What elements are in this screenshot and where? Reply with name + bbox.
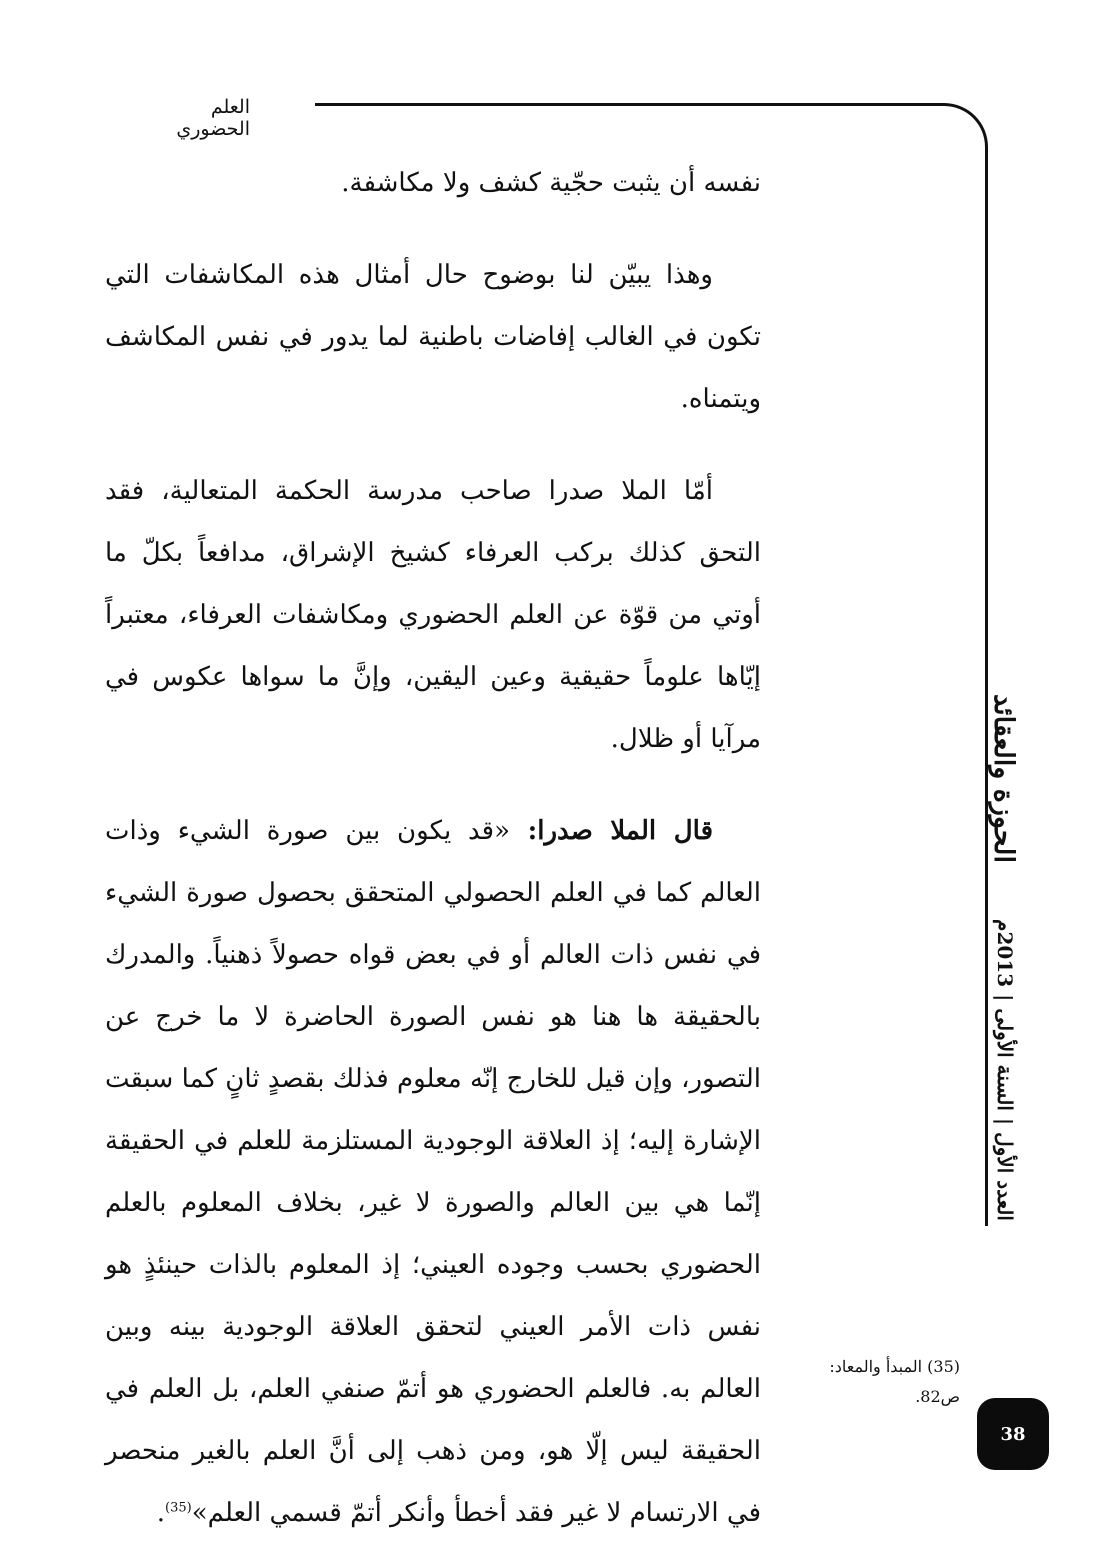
quote-text: «قد يكون بين صورة الشيء وذات العالم كما في العلم الحصولي المتحقق بحصول صورة الشيء في نفس ذات العالم أو في بعض قواه حصولاً ذهنياً. والمدرك بالحقيقة ها هنا هو نفس الصورة الحاضرة لا ما خرج عن التصور، وإن قيل للخارج إنّه معلوم فذلك بقصدٍ ثانٍ كما سبقت الإشارة إليه؛ إذ العلاقة الوجودية المستلزمة للعلم في الحقيقة إنّما هي بين العالم والصورة لا غير، بخلاف المعلوم بالعلم الحضوري بحسب وجوده العيني؛ إذ المعلوم بالذات حينئذٍ هو نفس ذات الأمر العيني لتحقق العلاقة الوجودية بينه وبين العالم به. فالعلم الحضوري هو أتمّ صنفي العلم، بل العلم في الحقيقة ليس إلّا هو، ومن ذهب إلى أنَّ العلم بالغير منحصر في الارتسام لا غير فقد أخطأ وأنكر أتمّ قسمي العلم» xyxy=(105,816,761,1528)
footnote-line: (35) المبدأ والمعاد: xyxy=(829,1357,960,1376)
running-head: العلم الحضوري xyxy=(176,96,250,140)
journal-masthead xyxy=(972,690,1036,866)
paragraph: نفسه أن يثبت حجّية كشف ولا مكاشفة. xyxy=(341,168,761,198)
paragraph-text: وهذا يبيّن لنا بوضوح حال أمثال هذه المكاشفات التي تكون في الغالب إفاضات باطنية لما يدور في نفس المكاشف ويتمناه. xyxy=(105,260,761,414)
footnote-line: ص82. xyxy=(915,1387,960,1406)
footnote xyxy=(790,1352,960,1412)
page-number-badge xyxy=(977,1398,1049,1470)
quote-prefix: قال الملا صدرا: xyxy=(510,816,713,846)
quote-end: . xyxy=(156,1498,166,1528)
paragraph-text: أمّا الملا صدرا صاحب مدرسة الحكمة المتعالية، فقد التحق كذلك بركب العرفاء كشيخ الإشراق، مدافعاً بكلّ ما أوتي من قوّة عن العلم الحضوري ومكاشفات العرفاء، معتبراً إيّاها علوماً حقيقية وعين اليقين، وإنَّ ما سواها عكوس في مرآيا أو ظلال. xyxy=(105,476,761,754)
paragraph xyxy=(105,460,761,770)
footnote-reference: (35) xyxy=(165,1500,192,1516)
quote-paragraph xyxy=(105,800,761,1544)
main-text xyxy=(105,152,761,1544)
paragraph xyxy=(105,244,761,430)
issue-line xyxy=(981,920,1029,1220)
journal-masthead-text: الحوزة والعقائد xyxy=(988,693,1020,863)
issue-line-text: العدد الأول | السنة الأولى | 2013م xyxy=(993,919,1018,1221)
page-number: 38 xyxy=(1000,1423,1026,1445)
